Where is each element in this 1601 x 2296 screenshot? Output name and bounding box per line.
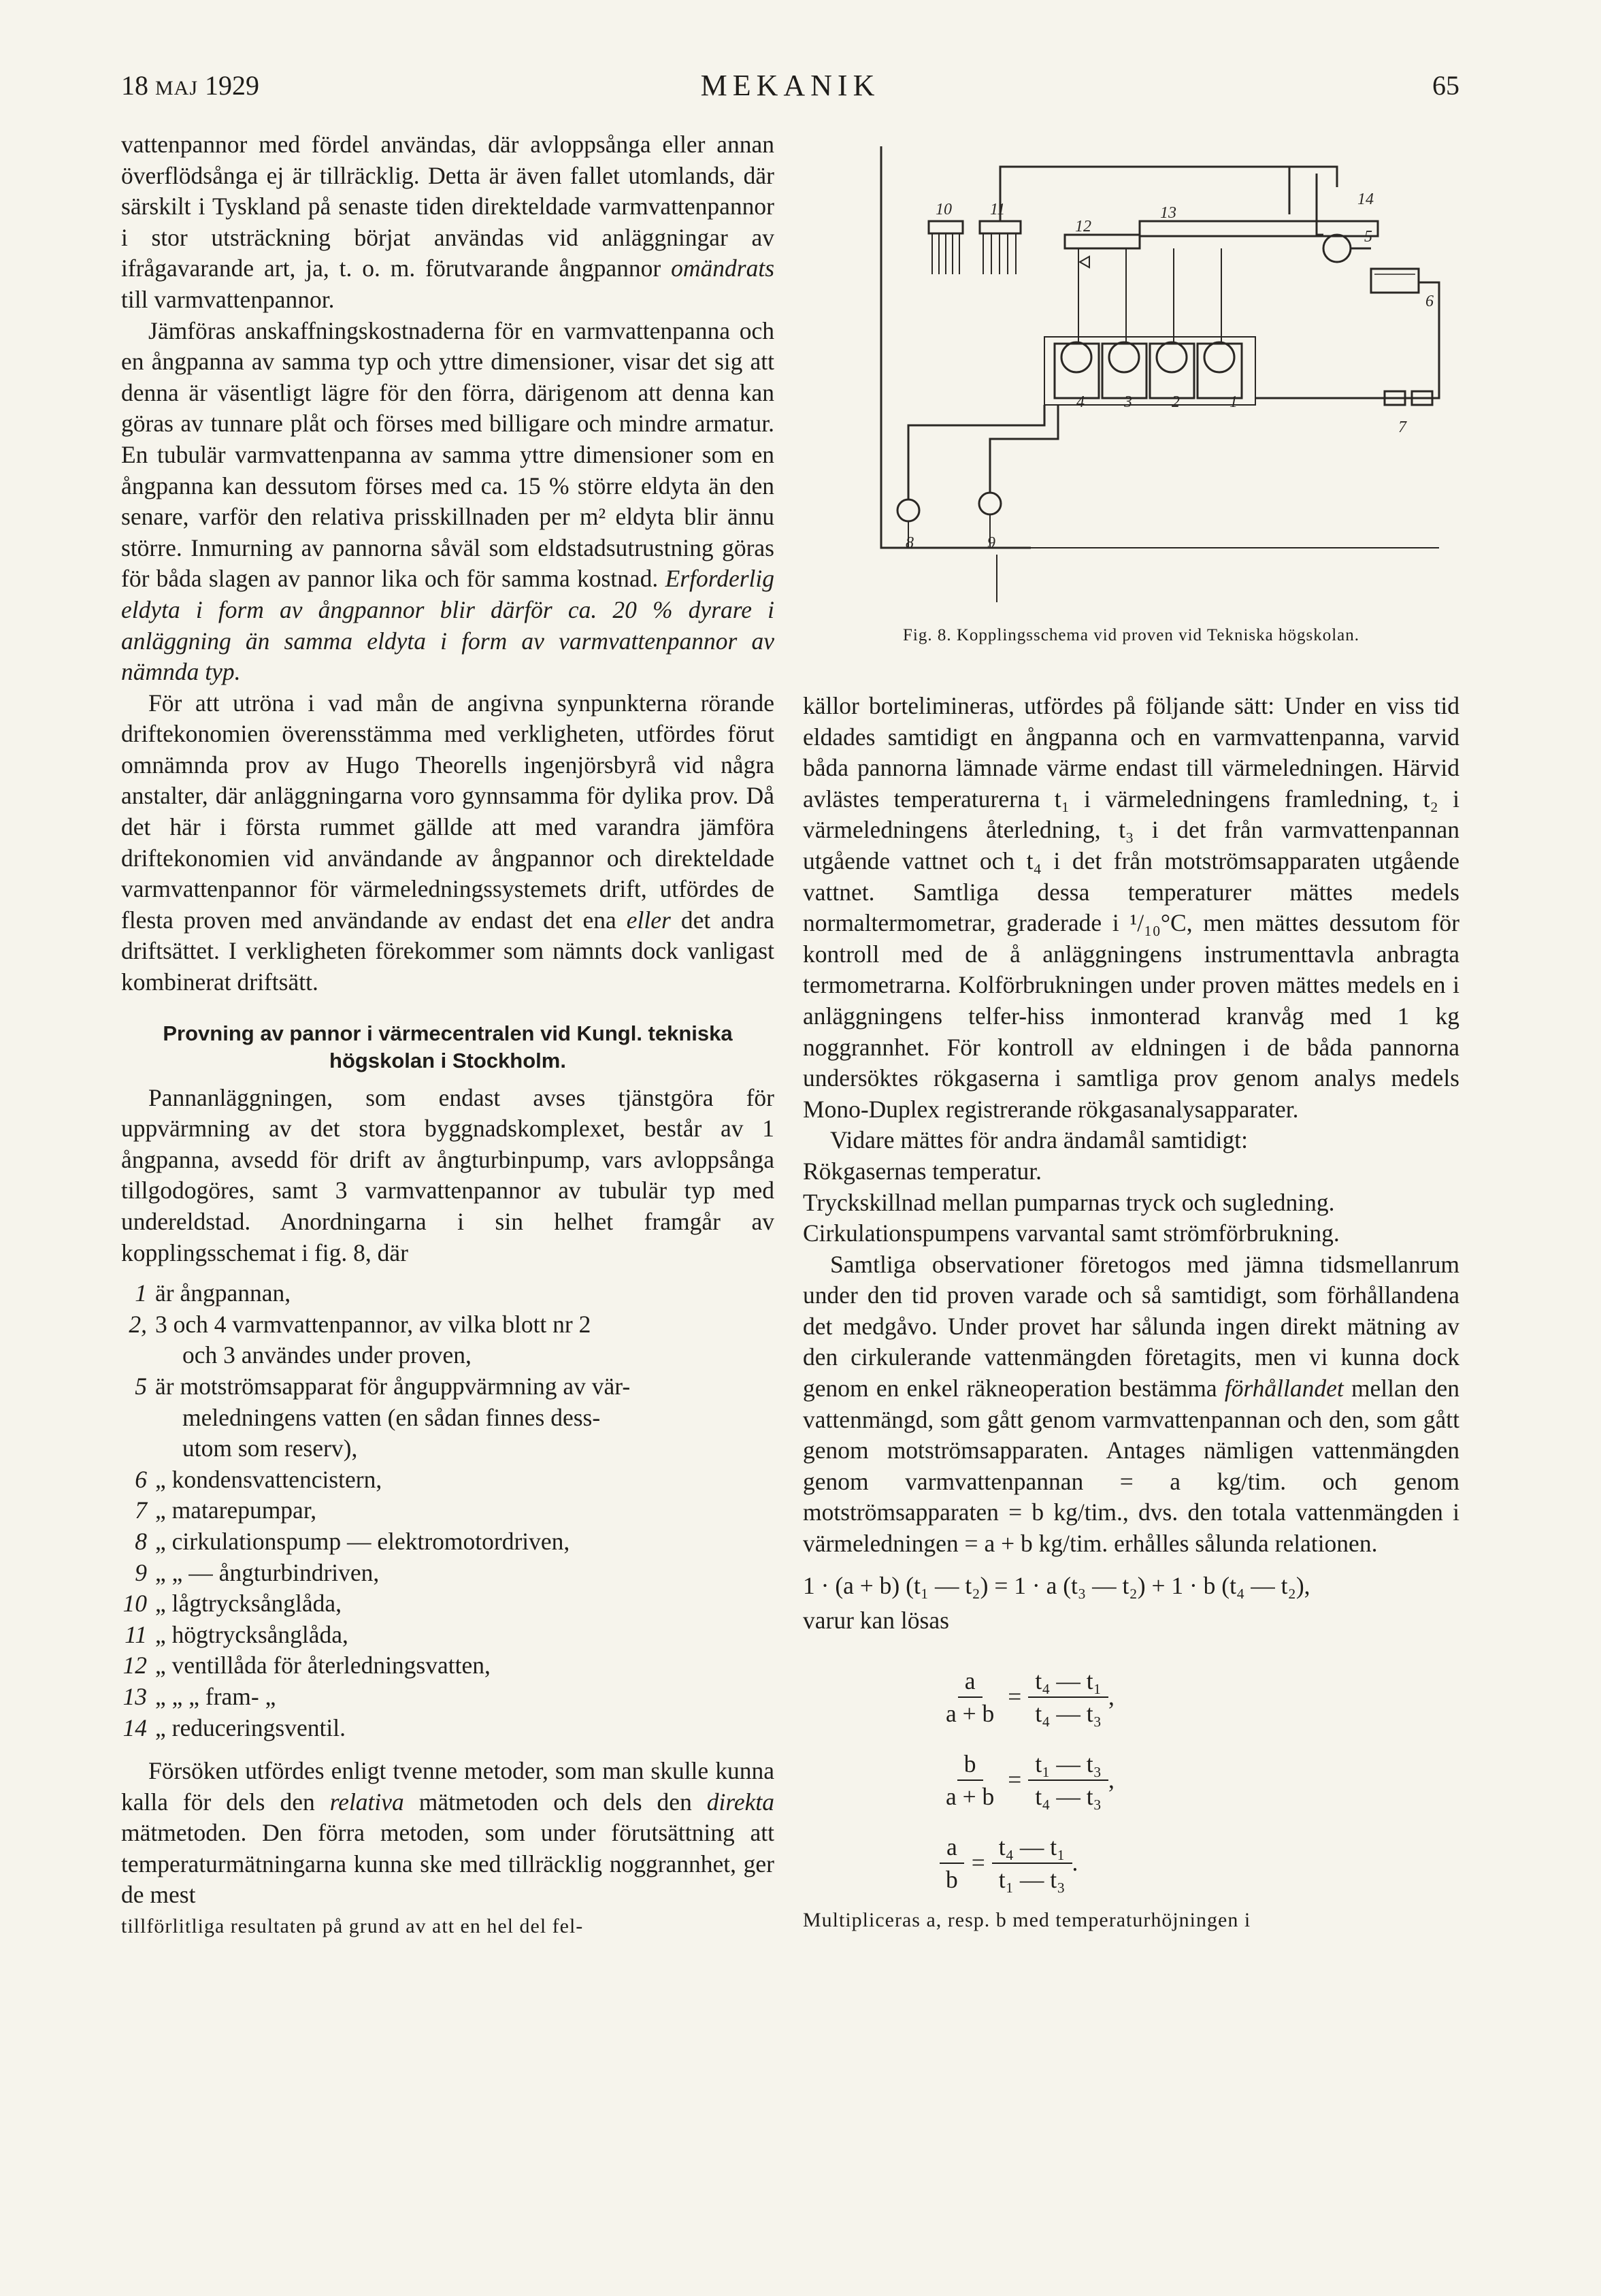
condensate-cistern-6 — [1371, 269, 1419, 293]
legend-item: 5 är motströmsapparat för ånguppvärmning av vär- meledningens vatten (en sådan finnes dess- utom som reserv), — [135, 1372, 631, 1462]
legend-item: 9 „ „ — ångturbindriven, — [135, 1558, 380, 1586]
paragraph: Samtliga observationer företogos med jämna tidsmellanrum under den tid proven varade och så samtidigt, som förhållandena det medgåvo. Under provet har sålunda ingen direkt mätning av den cirkulerande vattenmängden företagits, men vi kunna dock genom en enkel räkneoperation bestämma förhållandet mellan den vattenmängd, som gått genom varmvattenpannan och den, som gått genom motströmsapparaten. Antages nämligen vattenmängden genom varmvattenpannan = a kg/tim. och genom motströmsapparaten = b kg/tim., dvs. den totala vattenmängden i värmeledningen = a + b kg/tim. erhålles sålunda relationen. — [803, 1250, 1459, 1558]
date-day: 18 — [121, 70, 148, 101]
diagram-svg — [840, 140, 1466, 629]
paragraph: Multipliceras a, resp. b med temperaturhöjningen i — [803, 1908, 1251, 1931]
section-heading: Provning av pannor i värmecentralen vid Kungl. tekniska högskolan i Stockholm. — [163, 1021, 733, 1072]
figure-caption: Fig. 8. Kopplingsschema vid proven vid Tekniska högskolan. — [902, 626, 1359, 644]
legend-item: 6 „ kondensvattencistern, — [135, 1465, 382, 1493]
paragraph: varur kan lösas — [803, 1607, 949, 1635]
date-year: 1929 — [205, 70, 260, 101]
return-pipe — [908, 405, 1044, 500]
label-10: 10 — [936, 201, 952, 218]
legend-item: 10 „ lågtrycksånglåda, — [122, 1590, 342, 1618]
feed-pipe — [1255, 282, 1439, 398]
legend-item: 13 „ „ „ fram- „ — [122, 1682, 276, 1710]
label-12: 12 — [1075, 218, 1091, 235]
label-8: 8 — [906, 534, 914, 552]
paragraph: Pannanläggningen, som endast avses tjänstgöra för uppvärmning av det stora byggnadskomplexet, består av 1 ångpanna, avsedd för drift av ångturbinpump, vars avloppsånga tillgodogöres, samt 3 varmvattenpannor av tubulär typ med undereldstad. Anordningarna i sin helhet framgår av kopplingsschemat i fig. 8, där — [121, 1083, 774, 1266]
legend-item: 1 är ångpannan, — [135, 1279, 291, 1307]
page-number: 65 — [1432, 70, 1459, 101]
paragraph: källor bortelimineras, utfördes på följande sätt: Under en viss tid eldades samtidigt en ångpanna och en varmvattenpanna, varvid båda pannorna lämnade värme endast till värmeledningen. Härvid avlästes temperaturerna t₁ i värmeledningens framledning, t₂ i värmeledningens återledning, t₃ i det från varmvattenpannan utgående vattnet och t₄ i det från motströmsapparaten utgående vattnet. Samtliga dessa temperaturer mättes medels normaltermometrar, graderade i ¹/₁₀°C, men mättes dessutom för kontroll med de å anläggningens instrumenttavla anbragta termometrarna. Kolförbrukningen under proven mättes medels en i anläggningens telfer-hiss inmonterad kranvåg med 1 kg noggrannhet. För kontroll av eldningen i de båda pannorna undersöktes rökgaserna i samtliga prov genom analys medels Mono-Duplex registrerande rökgasanalysapparater. — [803, 692, 1459, 1123]
solutions — [939, 1656, 1459, 1905]
journal-title: MEKANIK — [700, 69, 880, 102]
circulation-pump-8 — [897, 499, 919, 521]
circulation-pump-9 — [979, 493, 1001, 514]
equation-row: $\frac{a}{b}$ = $\frac{\text{t₄ — t₁}}{\text{t₁ — t₃}}$ . — [939, 1822, 1459, 1905]
legend-item: 14 „ reduceringsventil. — [122, 1713, 346, 1741]
paragraph: För att utröna i vad mån de angivna synpunkterna rörande driftekonomien överensstämma med verkligheten, utfördes förut omnämnda prov av Hugo Theorells ingenjörsbyrå vid några anstalter, där anläggningarna voro gynnsamma för dylika prov. Då det här i första rummet gällde att med varandra jämföra driftekonomien vid användande av ångpannor och direkteldade varmvattenpannor för värmeledningssystemets drift, utfördes de flesta proven med användande av endast det ena eller det andra driftsättet. I verkligheten förekommer som nämnts dock vanligast kombinerat driftsätt. — [121, 689, 774, 996]
left-column — [121, 129, 774, 1942]
page-header — [121, 63, 1459, 103]
valve-box-13 — [1140, 221, 1378, 236]
boiler-2 — [1150, 342, 1194, 398]
label-5: 5 — [1364, 228, 1372, 246]
label-6: 6 — [1425, 293, 1434, 310]
paragraph: Jämföras anskaffningskostnaderna för en varmvattenpanna och en ångpanna av samma typ och yttre dimensioner, visar det sig att denna är väsentligt lägre för den förra, därigenom att denna kan göras av tunnare plåt och förses med billigare och mindre armatur. En tubulär varmvattenpanna av samma yttre dimensioner som en ångpanna kan dessutom förses med ca. 15 % större eldyta än den senare, varför den relativa prisskillnaden per m² eldyta blir ännu större. Inmurning av pannorna såväl som eldstadsutrustning göras för båda slagen av pannor lika och för samma kostnad. Erforderlig eldyta i form av ångpannor blir därför ca. 20 % dyrare i anläggning än samma eldyta i form av varmvattenpannor av nämnda typ. — [121, 316, 774, 686]
label-14: 14 — [1357, 191, 1374, 208]
equation: 1 · (a + b) (t₁ — t₂) = 1 · a (t₃ — t₂) + 1 · b (t₄ — t₂), — [803, 1571, 1310, 1599]
riser-pipes — [1078, 248, 1221, 344]
label-13: 13 — [1160, 204, 1176, 222]
label-4: 4 — [1076, 393, 1085, 411]
paragraph: vattenpannor med fördel användas, där avloppsånga eller annan överflödsånga ej är tillräcklig. Detta är även fallet utomlands, där särskilt i Tyskland på senaste tiden direkteldade varmvattenpannor i stor utsträckning börjat användas vid anläggningar av ifrågavarande art, ja, t. o. m. förutvarande ångpannor omändrats till varmvattenpannor. — [121, 131, 775, 313]
equation-row: $\frac{a}{a + b}$ = $\frac{\text{t₄ — t₁}}{\text{t₄ — t₃}}$ , — [939, 1656, 1459, 1739]
outer-frame — [881, 146, 1031, 548]
steam-box-11 — [980, 221, 1021, 274]
legend-item: 11 „ högtrycksånglåda, — [125, 1620, 348, 1648]
measurement-line: Tryckskillnad mellan pumparnas tryck och sugledning. — [803, 1188, 1335, 1216]
date-month: MAJ — [155, 77, 199, 99]
coupling-diagram — [840, 140, 1466, 629]
label-3: 3 — [1124, 393, 1132, 411]
boiler-4 — [1055, 342, 1099, 398]
equation-row: $\frac{b}{a + b}$ = $\frac{\text{t₁ — t₃}}{\text{t₄ — t₃}}$ , — [939, 1739, 1459, 1822]
return-pipe-2 — [990, 405, 1058, 493]
boiler-3 — [1102, 342, 1146, 398]
measurement-line: Cirkulationspumpens varvantal samt strömförbrukning. — [803, 1219, 1340, 1247]
measurement-line: Rökgasernas temperatur. — [803, 1157, 1042, 1185]
paragraph: Försöken utfördes enligt tvenne metoder, som man skulle kunna kalla för dels den relativa mätmetoden och dels den direkta mätmetoden. Den förra metoden, som under förutsättning att temperaturmätningarna kunna ske med tillräcklig noggrannhet, ger de mest — [121, 1757, 775, 1909]
label-9: 9 — [987, 534, 995, 552]
pipe-14 — [1317, 174, 1323, 235]
label-7: 7 — [1398, 419, 1406, 436]
steam-branch — [1289, 167, 1337, 187]
label-11: 11 — [990, 201, 1006, 218]
steam-main — [1000, 167, 1289, 221]
boiler-1 — [1198, 342, 1242, 398]
legend-item: 7 „ matarepumpar, — [135, 1496, 317, 1524]
paragraph: Vidare mättes för andra ändamål samtidigt: — [830, 1126, 1248, 1154]
legend-item: 12 „ ventillåda för återledningsvatten, — [122, 1652, 491, 1679]
steam-box-10 — [929, 221, 963, 274]
label-1: 1 — [1229, 393, 1238, 411]
legend-item: 2, 3 och 4 varmvattenpannor, av vilka blott nr 2 och 3 användes under proven, — [129, 1310, 591, 1369]
valve-box-12 — [1065, 235, 1140, 267]
paragraph-continuation: tillförlitliga resultaten på grund av att en hel del fel- — [121, 1915, 584, 1938]
figure-legend — [121, 1278, 774, 1743]
label-2: 2 — [1172, 393, 1180, 411]
right-column — [803, 691, 1459, 1935]
legend-item: 8 „ cirkulationspump — elektromotordriven, — [135, 1527, 570, 1555]
